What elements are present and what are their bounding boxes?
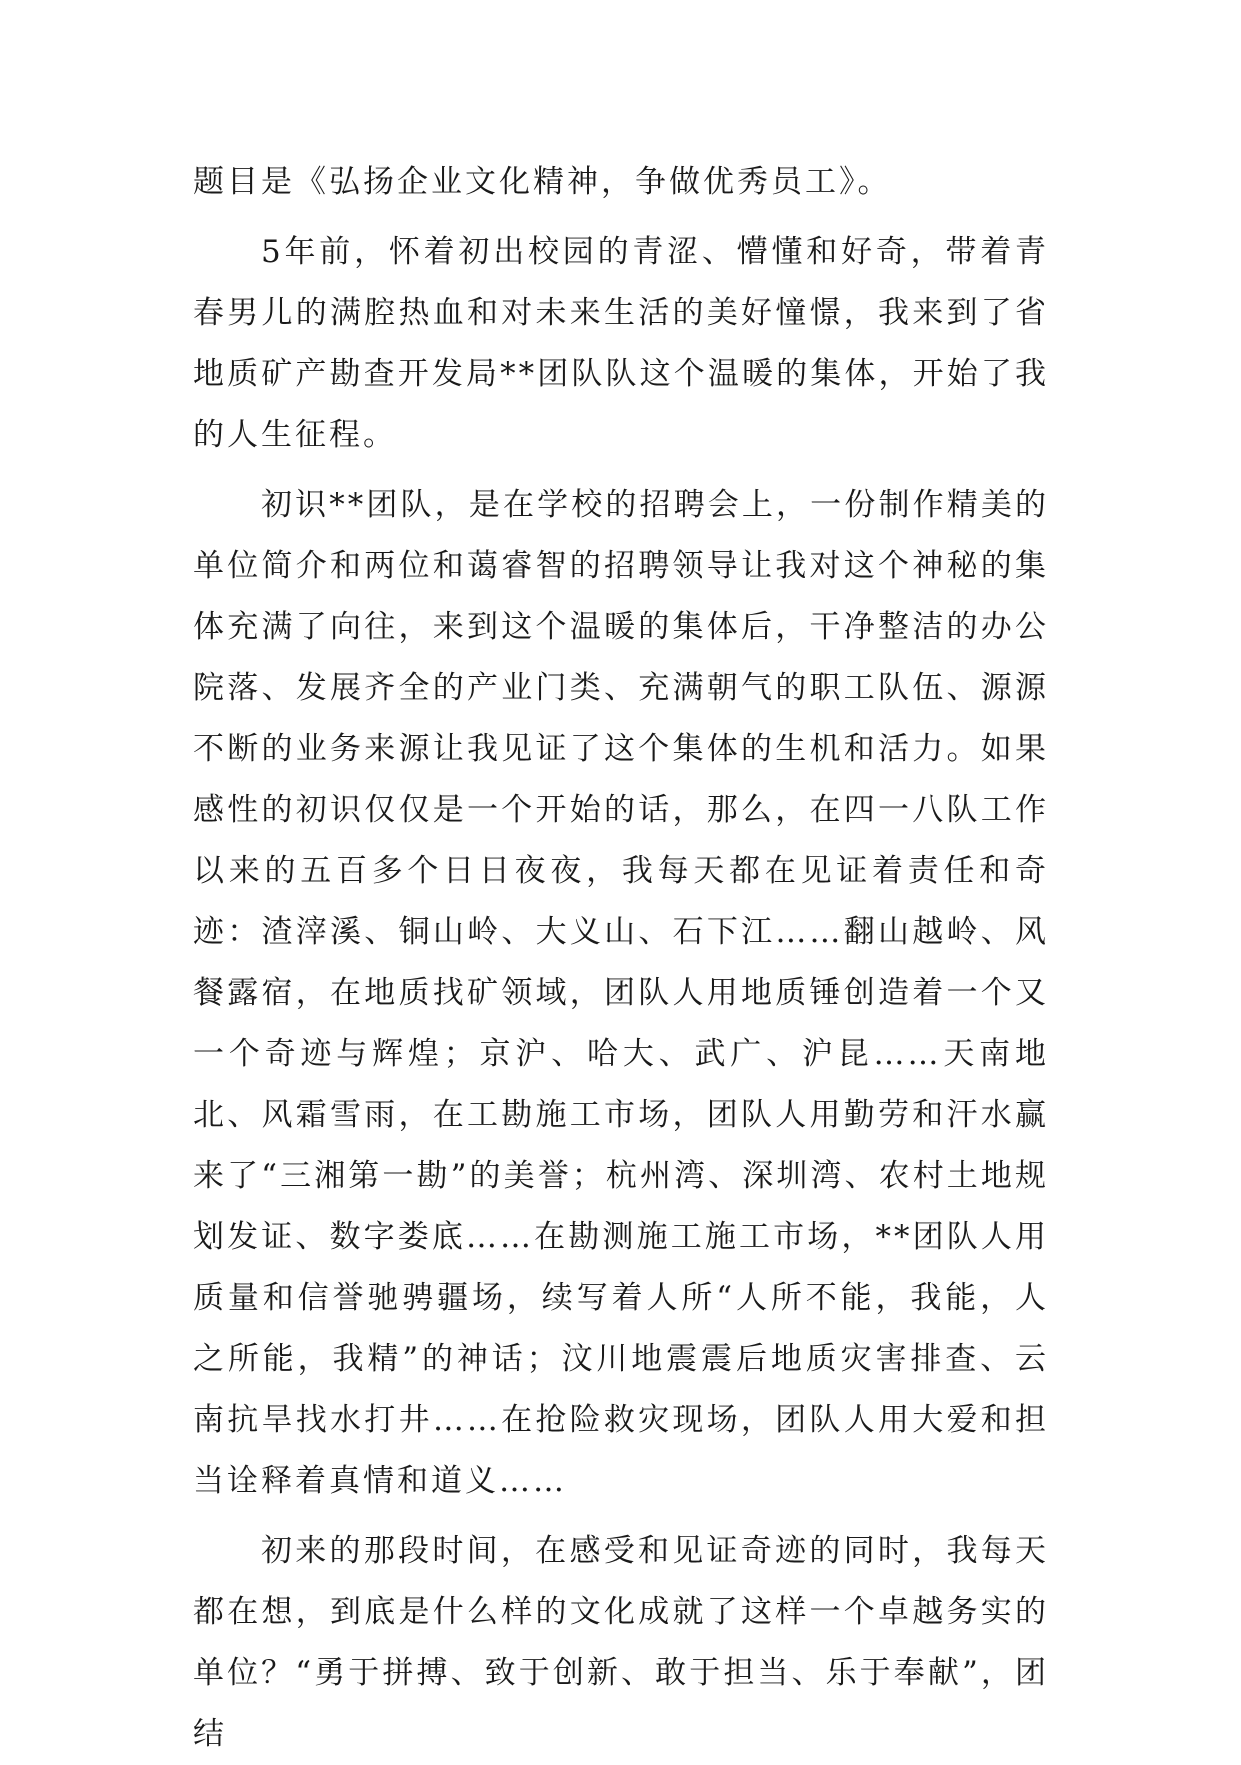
paragraph-1: 题目是《弘扬企业文化精神，争做优秀员工》。 xyxy=(193,164,892,200)
paragraph-2: 5年前，怀着初出校园的青涩、懵懂和好奇，带着青春男儿的满腔热血和对未来生活的美好憧憬，我来到了省地质矿产勘查开发局**团队队这个温暖的集体，开始了我的人生征程。 xyxy=(193,234,1049,453)
document-body xyxy=(193,152,1049,1765)
paragraph-4: 初来的那段时间，在感受和见证奇迹的同时，我每天都在想，到底是什么样的文化成就了这样一个卓越务实的单位？“勇于拼搏、致于创新、敢于担当、乐于奉献”，团结 xyxy=(193,1533,1049,1752)
paragraph-3: 初识**团队，是在学校的招聘会上，一份制作精美的单位简介和两位和蔼睿智的招聘领导让我对这个神秘的集体充满了向往，来到这个温暖的集体后，干净整洁的办公院落、发展齐全的产业门类、充满朝气的职工队伍、源源不断的业务来源让我见证了这个集体的生机和活力。如果感性的初识仅仅是一个开始的话，那么，在四一八队工作以来的五百多个日日夜夜，我每天都在见证着责任和奇迹：渣滓溪、铜山岭、大义山、石下江……翻山越岭、风餐露宿，在地质找矿领域，团队人用地质锤创造着一个又一个奇迹与辉煌；京沪、哈大、武广、沪昆……天南地北、风霜雪雨，在工勘施工市场，团队人用勤劳和汗水赢来了“三湘第一勘”的美誉；杭州湾、深圳湾、农村土地规划发证、数字娄底……在勘测施工施工市场，**团队人用质量和信誉驰骋疆场，续写着人所“人所不能，我能，人之所能，我精”的神话；汶川地震震后地质灾害排查、云南抗旱找水打井……在抢险救灾现场，团队人用大爱和担当诠释着真情和道义…… xyxy=(193,487,1049,1499)
